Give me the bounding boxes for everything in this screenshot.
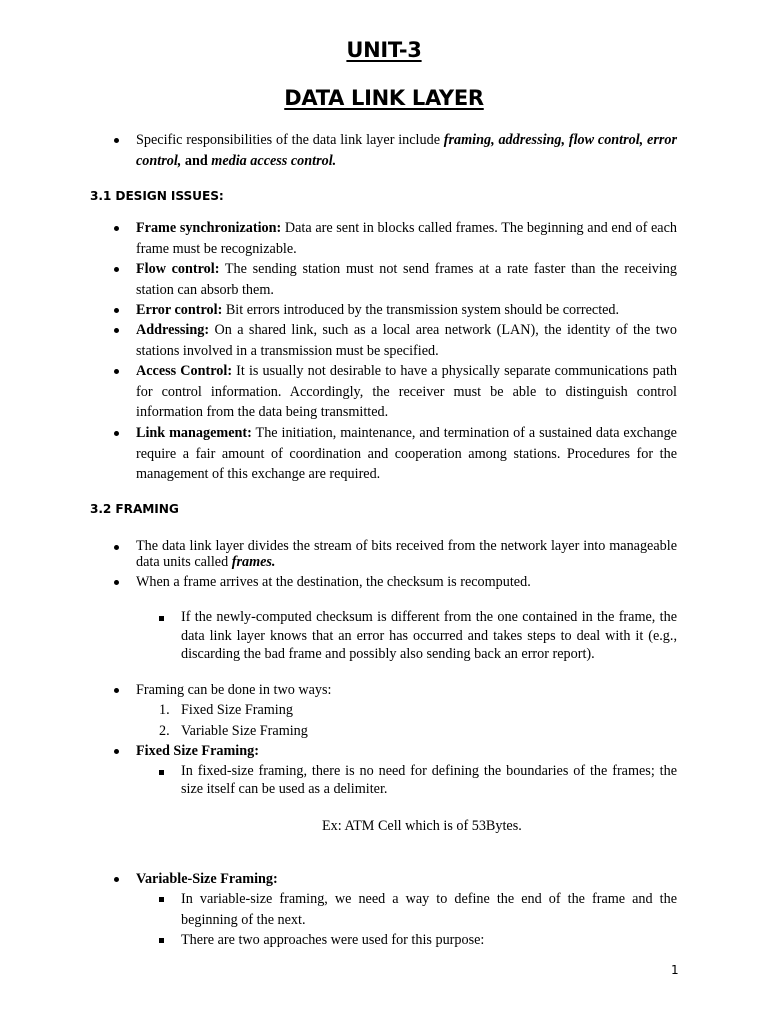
- numbered-item-number: 2.: [159, 723, 170, 739]
- section-heading-design-issues: 3.1 DESIGN ISSUES:: [90, 189, 224, 203]
- bullet-icon: [114, 138, 119, 143]
- bullet-icon: [114, 580, 119, 585]
- bullet-icon: [114, 545, 119, 550]
- intro-paragraph: Specific responsibilities of the data link layer include framing, addressing, flow control, error control, and media access control.: [136, 132, 678, 169]
- bullet-icon: [114, 431, 119, 436]
- bullet-icon: [114, 369, 119, 374]
- bullet-icon: [114, 226, 119, 231]
- bullet-icon: [114, 267, 119, 272]
- bullet-icon: [114, 688, 119, 693]
- bullet-icon: [114, 328, 119, 333]
- list-item-heading: Fixed Size Framing:: [136, 743, 259, 759]
- example-text: Ex: ATM Cell which is of 53Bytes.: [322, 818, 522, 834]
- list-item: Link management: The initiation, maintenance, and termination of a sustained data exchange require a fair amount of coordination and cooperation among stations. Procedures for the management of this exchange are required.: [136, 425, 677, 482]
- square-bullet-icon: [159, 616, 164, 621]
- numbered-item: Fixed Size Framing: [181, 702, 293, 718]
- list-item: Access Control: It is usually not desirable to have a physically separate communications path for control information. Accordingly, the receiver must be able to distinguish control information from the data being transmitted.: [136, 363, 677, 420]
- square-bullet-icon: [159, 938, 164, 943]
- fixed-size-subitem: In fixed-size framing, there is no need for defining the boundaries of the frames; the size itself can be used as a delimiter.: [181, 763, 677, 797]
- framing-paragraph: The data link layer divides the stream of bits received from the network layer into manageable data units called frames.: [136, 538, 677, 570]
- bullet-icon: [114, 308, 119, 313]
- unit-title: UNIT-3: [346, 38, 422, 62]
- section-heading-framing: 3.2 FRAMING: [90, 502, 179, 516]
- variable-size-subitem: There are two approaches were used for this purpose:: [181, 932, 485, 948]
- list-item: When a frame arrives at the destination, the checksum is recomputed.: [136, 574, 531, 590]
- square-bullet-icon: [159, 770, 164, 775]
- bullet-icon: [114, 749, 119, 754]
- list-item: Frame synchronization: Data are sent in blocks called frames. The beginning and end of each frame must be recognizable.: [136, 220, 677, 257]
- list-item: Framing can be done in two ways:: [136, 682, 332, 698]
- chapter-title: DATA LINK LAYER: [284, 86, 484, 110]
- numbered-item-number: 1.: [159, 702, 170, 718]
- square-bullet-icon: [159, 897, 164, 902]
- variable-size-subitem: In variable-size framing, we need a way to define the end of the frame and the beginning of the next.: [181, 891, 677, 928]
- page-number: 1: [671, 963, 679, 977]
- bullet-icon: [114, 877, 119, 882]
- list-item-heading: Variable-Size Framing:: [136, 871, 278, 887]
- checksum-subitem: If the newly-computed checksum is different from the one contained in the frame, the data link layer knows that an error has occurred and takes steps to deal with it (e.g., discarding the bad frame and possibly also sending back an error report).: [181, 609, 677, 662]
- numbered-item: Variable Size Framing: [181, 723, 308, 739]
- list-item: Flow control: The sending station must not send frames at a rate faster than the receiving station can absorb them.: [136, 261, 677, 298]
- list-item: Addressing: On a shared link, such as a local area network (LAN), the identity of the two stations involved in a transmission must be specified.: [136, 322, 677, 359]
- list-item: Error control: Bit errors introduced by the transmission system should be corrected.: [136, 302, 620, 318]
